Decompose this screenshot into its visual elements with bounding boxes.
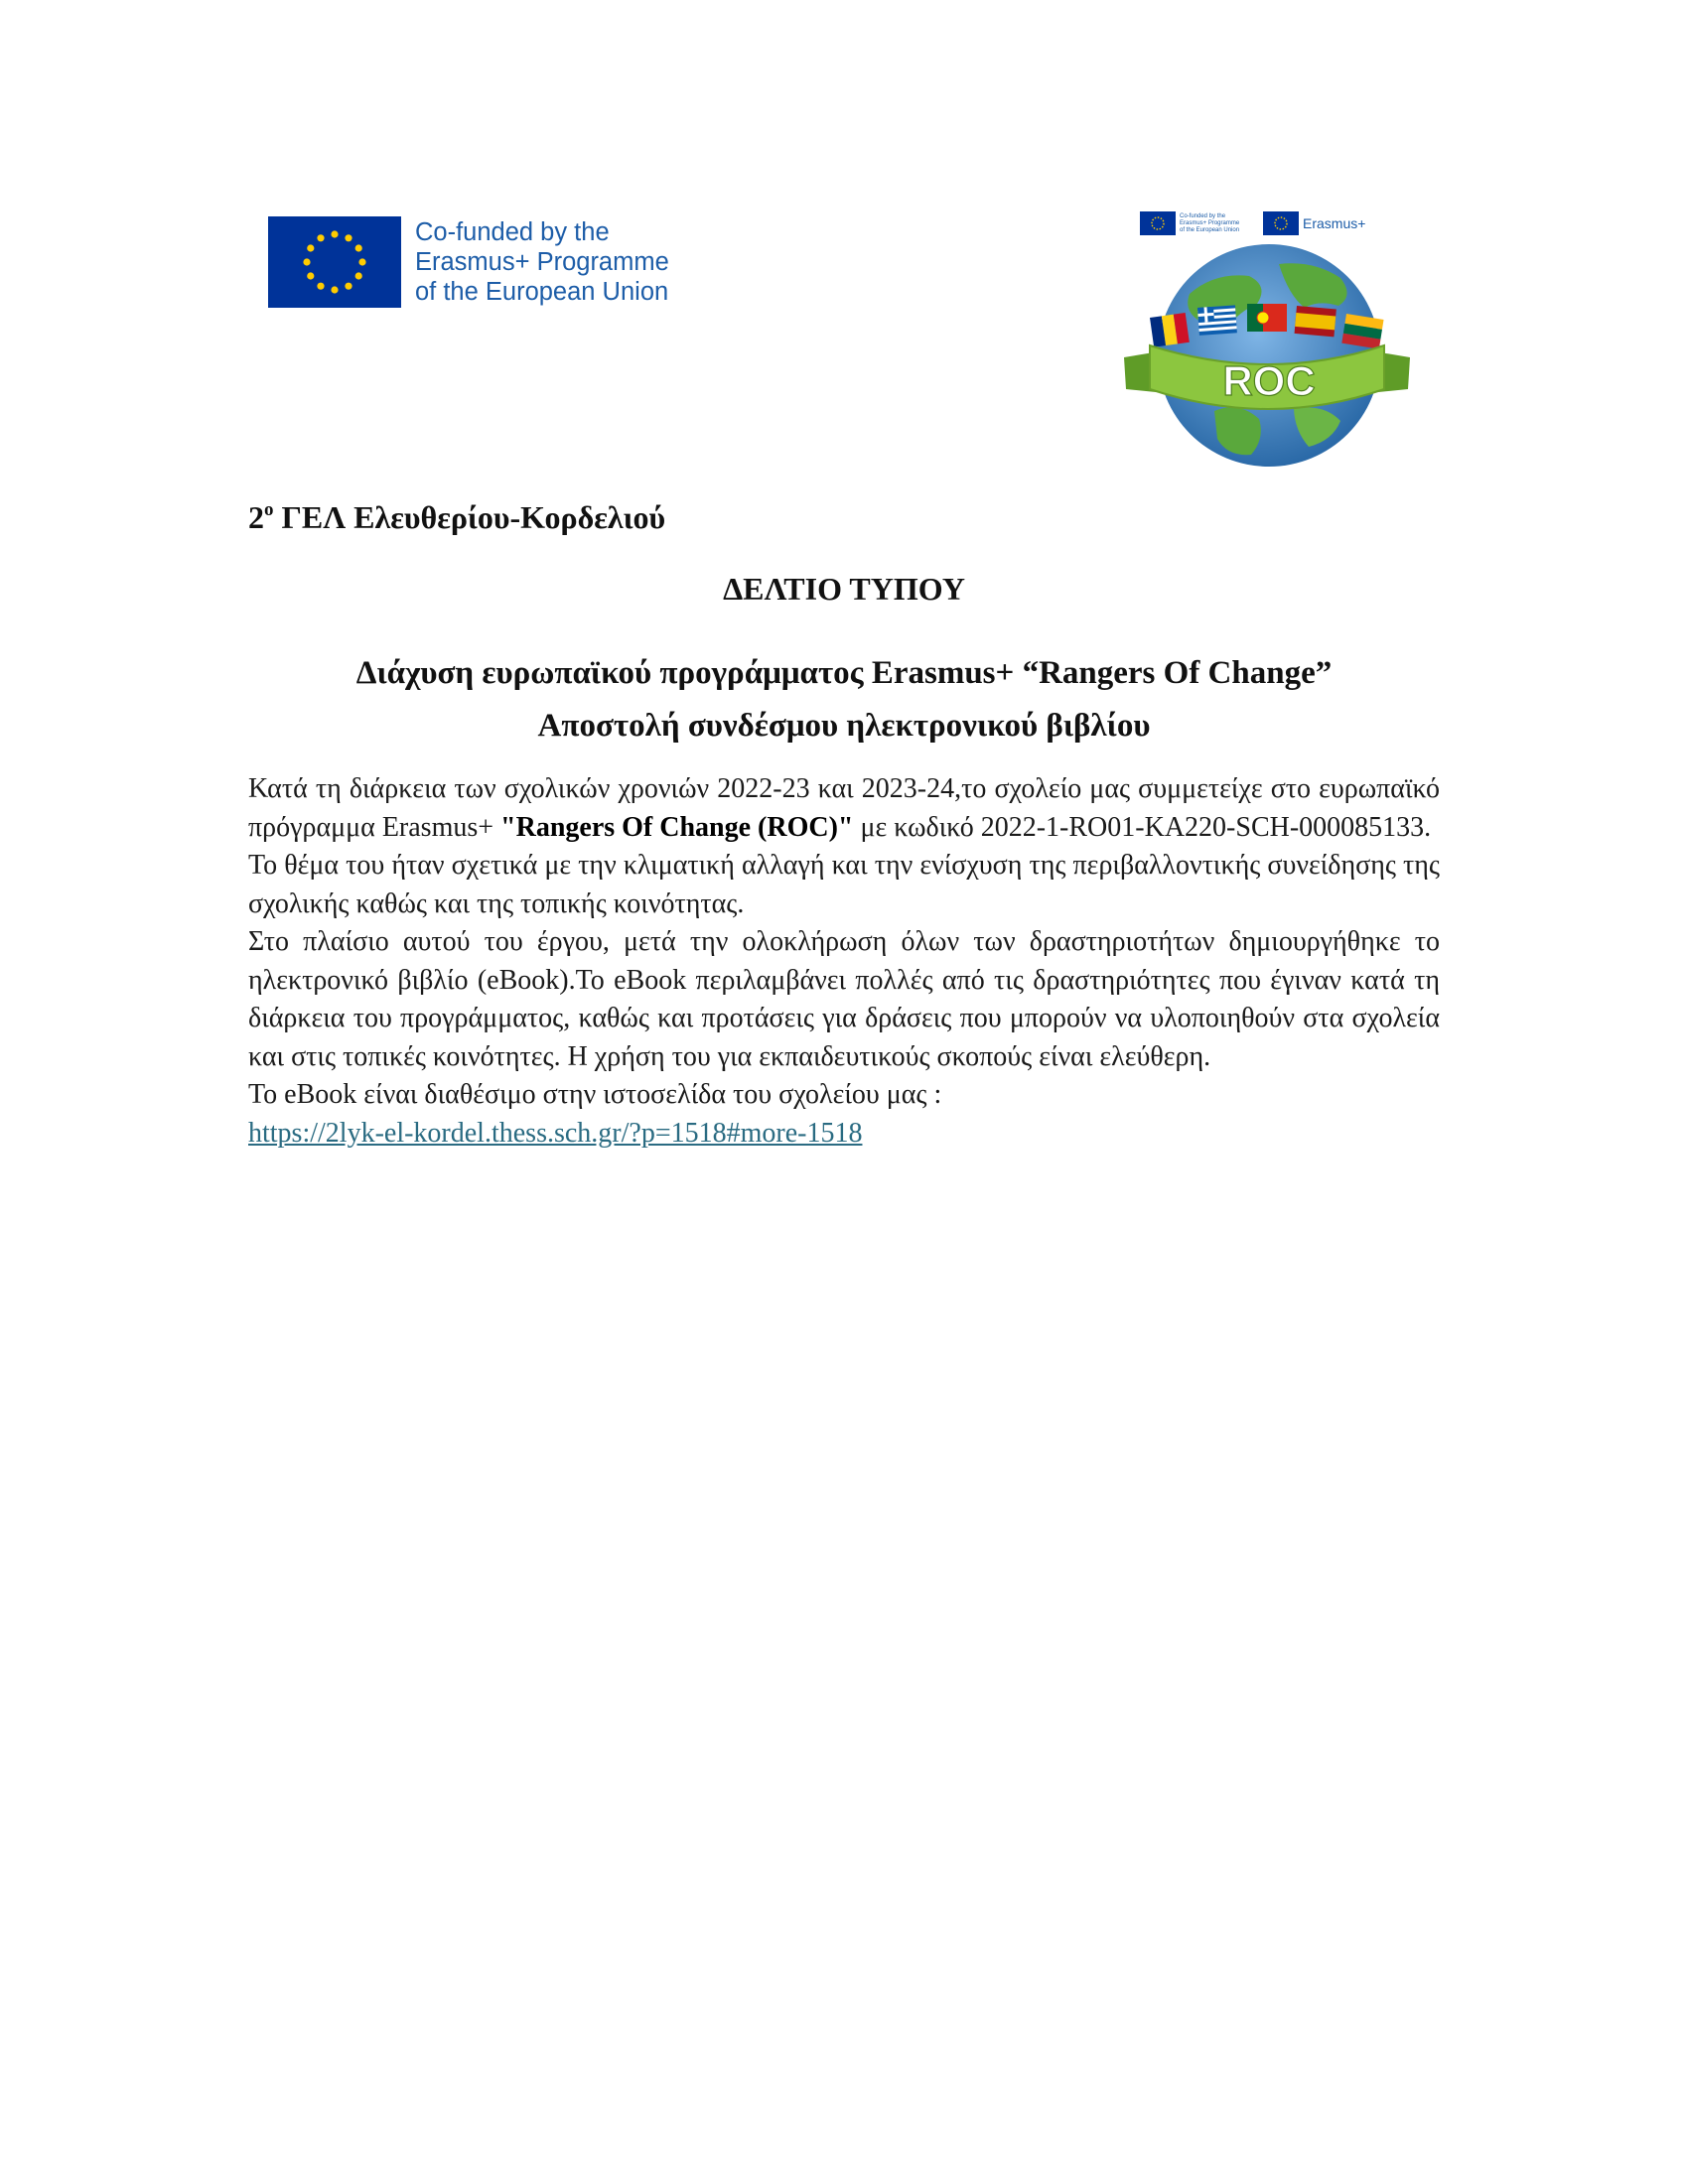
eu-cofunded-logo	[268, 214, 705, 310]
mini-eu-flag-icon	[1140, 211, 1176, 235]
mini-eu-flag-icon-2	[1263, 211, 1299, 235]
subtitle-line-2: Αποστολή συνδέσμου ηλεκτρονικού βιβλίου	[537, 708, 1151, 744]
roc-project-logo	[1120, 203, 1414, 469]
school-name	[248, 499, 665, 536]
subtitle-line-1: Διάχυση ευρωπαϊκού προγράμματος Erasmus+ “Rangers Of Change”	[355, 655, 1333, 691]
eu-logo-line2: Erasmus+ Programme	[415, 248, 669, 276]
eu-logo-line3: of the European Union	[415, 278, 669, 306]
roc-banner-text: ROC	[1222, 357, 1316, 404]
eu-logo-line1: Co-funded by the	[415, 218, 610, 246]
school-ordinal: ο	[264, 499, 274, 520]
paragraph-2: Το θέμα του ήταν σχετικά με την κλιματική αλλαγή και την ενίσχυση της περιβαλλοντικής συνείδησης της σχολικής καθώς και της τοπικής κοινότητας.	[248, 850, 1440, 919]
mini-funding-line1: Co-funded by the	[1180, 212, 1226, 219]
document-subtitle	[0, 647, 1688, 752]
eu-logo-text	[415, 217, 669, 307]
ebook-link[interactable]: https://2lyk-el-kordel.thess.sch.gr/?p=1518#more-1518	[248, 1117, 863, 1149]
school-number: 2	[248, 499, 264, 535]
mini-funding-text	[1180, 213, 1263, 234]
paragraph-3: Στο πλαίσιο αυτού του έργου, μετά την ολοκλήρωση όλων των δραστηριοτήτων δημιουργήθηκε το ηλεκτρονικό βιβλίο (eBook).Το eBook περιλαμβάνει πολλές από τις δραστηριότητες που έγιναν κατά τη διάρκεια του προγράμματος, καθώς και προτάσεις για δράσεις που μπορούν να υλοποιηθούν στα σχολεία και στις τοπικές κοινότητες. Η χρήση του για εκπαιδευτικούς σκοπούς είναι ελεύθερη.	[248, 926, 1440, 1072]
mini-erasmus-label: Erasmus+	[1303, 215, 1366, 231]
eu-flag-icon	[268, 216, 401, 308]
paragraph-4: Το eBook είναι διαθέσιμο στην ιστοσελίδα του σχολείου μας :	[248, 1079, 942, 1110]
project-name-bold: "Rangers Of Change (ROC)"	[500, 811, 854, 843]
mini-funding-line2: Erasmus+ Programme	[1180, 219, 1240, 226]
press-release-title: ΔΕΛΤΙΟ ΤΥΠΟΥ	[723, 571, 965, 607]
paragraph-1	[248, 770, 1440, 847]
link-paragraph	[248, 1115, 1440, 1154]
body-text	[248, 770, 1440, 1153]
globe-banner-icon	[1120, 234, 1414, 469]
mini-funding-line3: of the European Union	[1180, 226, 1240, 233]
school-name-text: ΓΕΛ Ελευθερίου-Κορδελιού	[281, 499, 666, 535]
paragraph-1-text: Κατά τη διάρκεια των σχολικών χρονιών 2022-23 και 2023-24,το σχολείο μας συμμετείχε στο ευρωπαϊκό πρόγραμμα Erasmus+	[248, 773, 1440, 843]
paragraph-1-code: με κωδικό 2022-1-RO01-KA220-SCH-000085133.	[853, 811, 1432, 843]
